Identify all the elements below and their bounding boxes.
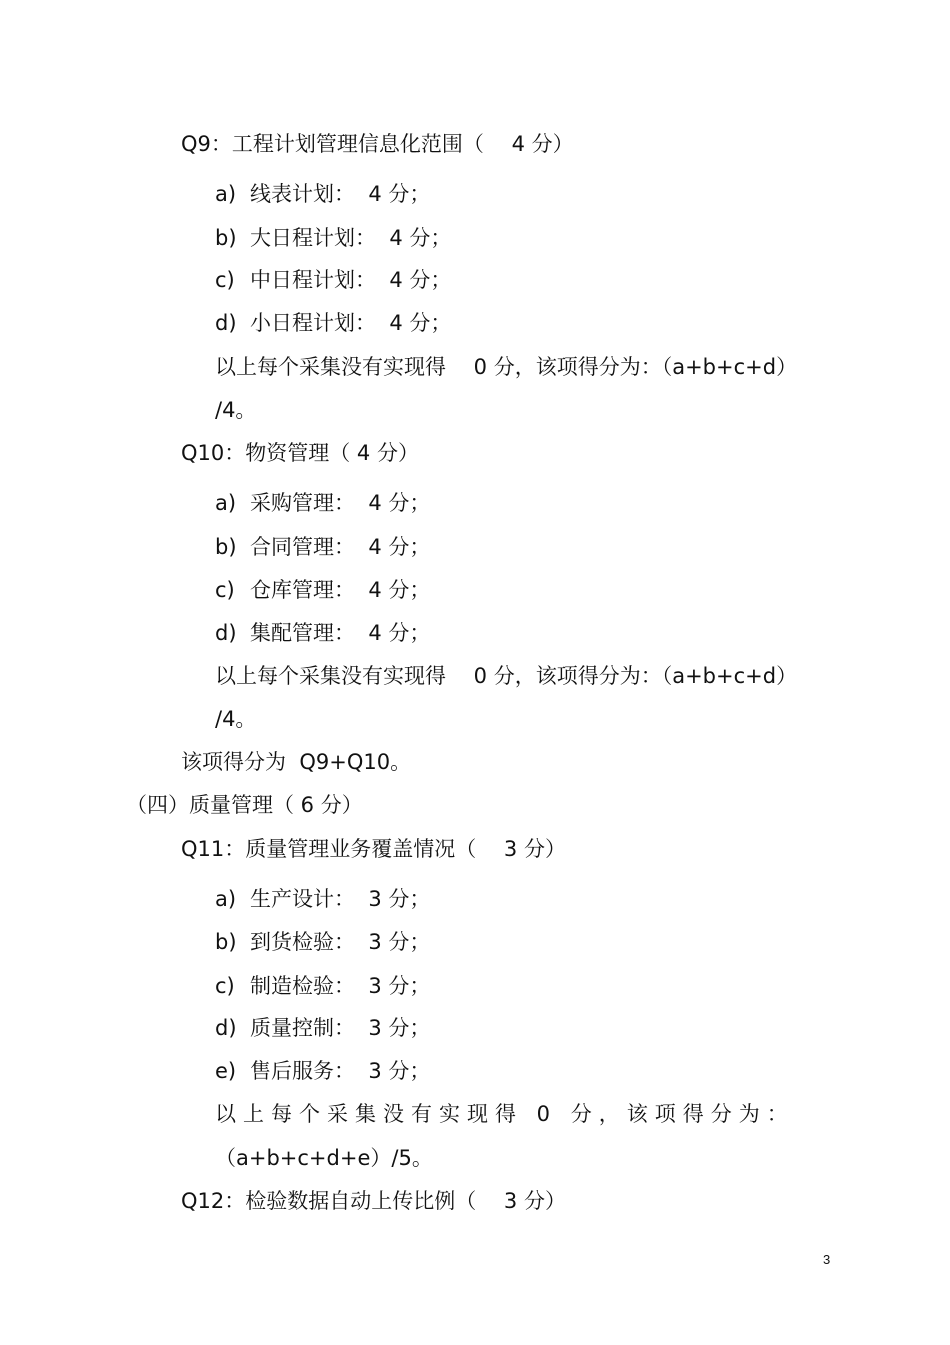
list-item (215, 576, 430, 604)
q9-scoring-note: 以上每个采集没有实现得 0 分，该项得分为：（a+b+c+d） (215, 355, 798, 379)
item-text: 合同管理： 4 分； (250, 535, 431, 559)
item-marker: b) (215, 930, 237, 954)
item-text: 仓库管理： 4 分； (250, 578, 431, 602)
item-marker: a) (215, 491, 237, 515)
item-text: 质量控制： 3 分； (250, 1016, 431, 1040)
item-marker: e) (215, 1059, 237, 1083)
q11-heading: Q11：质量管理业务覆盖情况（ 3 分） (181, 837, 566, 861)
list-item (215, 972, 430, 1000)
list-item (215, 224, 451, 252)
list-item (215, 533, 430, 561)
item-text: 生产设计： 3 分； (250, 887, 431, 911)
item-marker: a) (215, 182, 237, 206)
q9-heading: Q9：工程计划管理信息化范围（ 4 分） (181, 132, 574, 156)
q9-scoring-note-cont: /4。 (215, 398, 257, 422)
item-marker: b) (215, 226, 237, 250)
q10-heading: Q10：物资管理（ 4 分） (181, 441, 419, 465)
item-marker: a) (215, 887, 237, 911)
q11-scoring-note-cont: （a+b+c+d+e）/5。 (215, 1146, 433, 1170)
item-marker: d) (215, 621, 237, 645)
list-item (215, 266, 451, 294)
section-heading-quality: （四）质量管理（ 6 分） (126, 793, 363, 817)
item-text: 中日程计划： 4 分； (250, 268, 452, 292)
item-marker: c) (215, 578, 235, 602)
item-marker: b) (215, 535, 237, 559)
item-text: 集配管理： 4 分； (250, 621, 431, 645)
item-text: 小日程计划： 4 分； (250, 311, 452, 335)
list-item (215, 619, 430, 647)
score-summary: 该项得分为 Q9+Q10。 (181, 750, 412, 774)
q10-scoring-note-cont: /4。 (215, 707, 257, 731)
q10-scoring-note: 以上每个采集没有实现得 0 分，该项得分为：（a+b+c+d） (215, 664, 798, 688)
q11-scoring-note: 以上每个采集没有实现得 0 分，该项得分为： (215, 1102, 795, 1126)
item-text: 制造检验： 3 分； (250, 974, 431, 998)
item-marker: c) (215, 974, 235, 998)
list-item (215, 180, 430, 208)
q12-heading: Q12：检验数据自动上传比例（ 3 分） (181, 1189, 566, 1213)
item-text: 到货检验： 3 分； (250, 930, 431, 954)
item-text: 售后服务： 3 分； (250, 1059, 431, 1083)
item-marker: d) (215, 1016, 237, 1040)
item-marker: d) (215, 311, 237, 335)
page-number: 3 (823, 1252, 831, 1267)
item-text: 线表计划： 4 分； (250, 182, 431, 206)
list-item (215, 489, 430, 517)
item-text: 采购管理： 4 分； (250, 491, 431, 515)
item-text: 大日程计划： 4 分； (250, 226, 452, 250)
list-item (215, 309, 451, 337)
list-item (215, 885, 430, 913)
list-item (215, 1057, 430, 1085)
list-item (215, 1014, 430, 1042)
list-item (215, 928, 430, 956)
item-marker: c) (215, 268, 235, 292)
